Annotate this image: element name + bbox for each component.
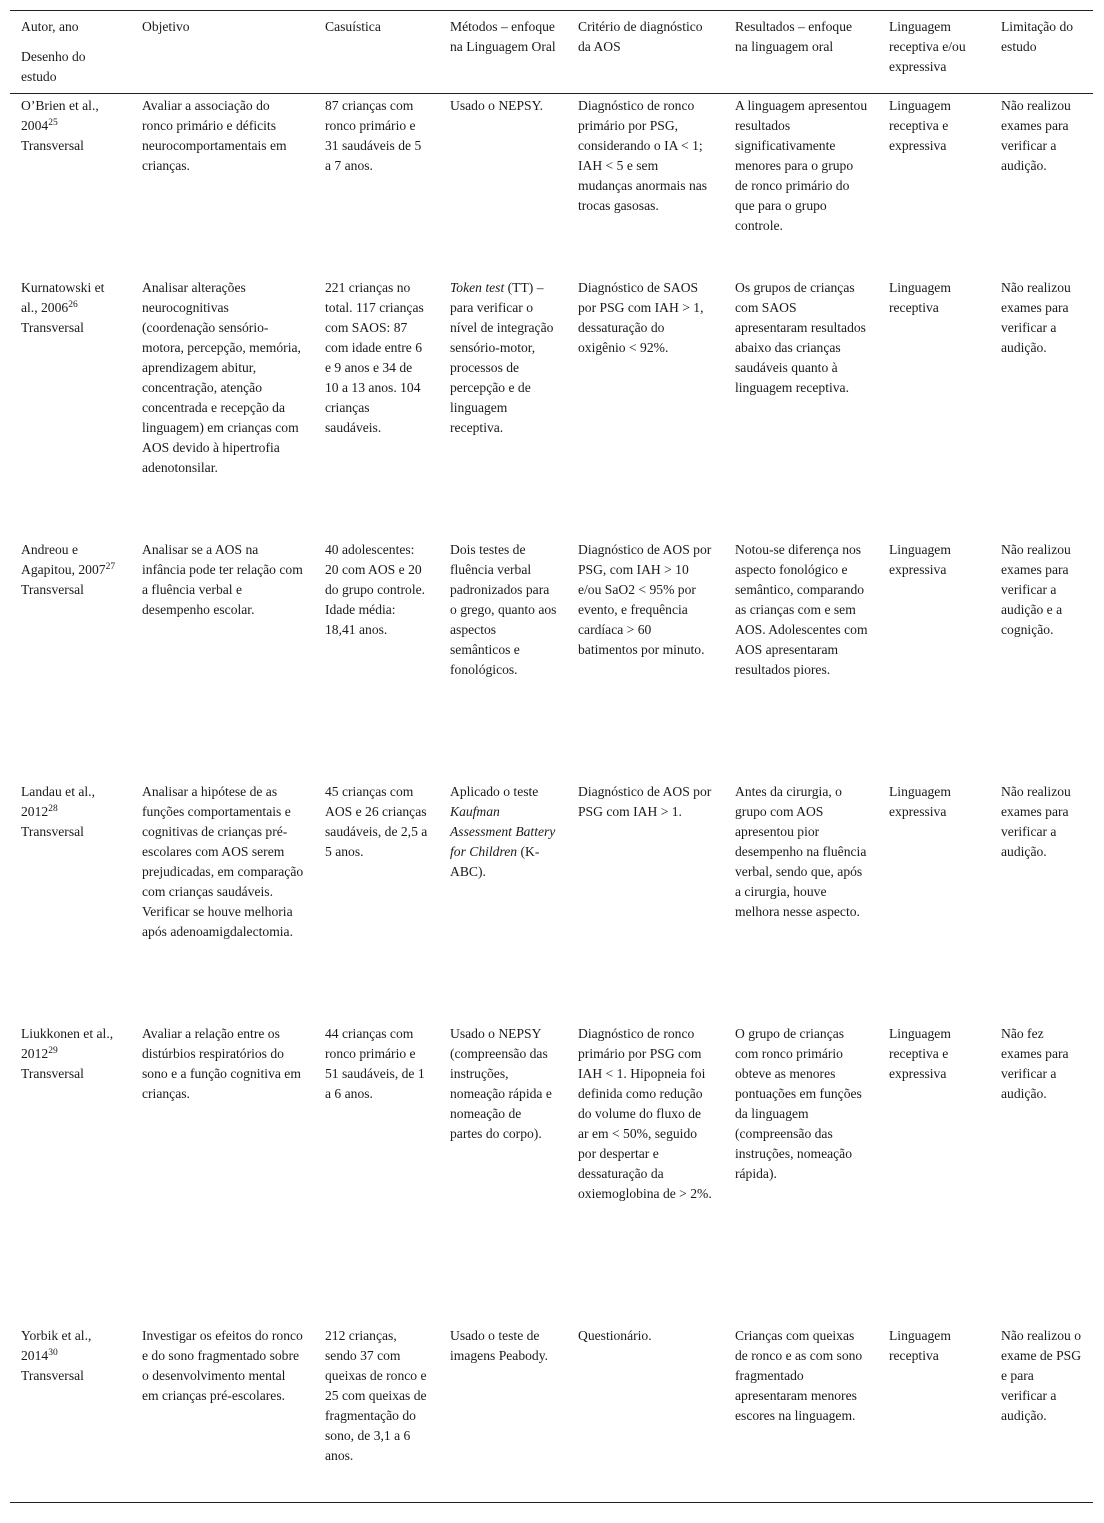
cell-language-type: Linguagem expressiva xyxy=(889,784,951,819)
cell-sample: 40 adolescentes: 20 com AOS e 20 do grupo controle. Idade média: 18,41 anos. xyxy=(325,542,426,637)
cell-objective: Analisar a hipótese de as funções comportamentais e cognitivas de crianças pré-escolares com AOS serem prejudicadas, em comparação com crianças saudáveis. Verificar se houve melhoria após adenoamigdalectomia. xyxy=(142,784,304,939)
cell-diagnostic-criteria: Diagnóstico de SAOS por PSG com IAH > 1, dessaturação do oxigênio < 92%. xyxy=(578,280,704,355)
header-objective: Objetivo xyxy=(131,11,314,94)
methods-text: Usado o teste de imagens Peabody. xyxy=(450,1328,549,1363)
cell-author xyxy=(10,1324,131,1503)
cell-results: Os grupos de crianças com SAOS apresentaram resultados abaixo das crianças saudáveis quanto à linguagem receptiva. xyxy=(735,280,866,395)
cell-objective: Avaliar a associação do ronco primário e déficits neurocomportamentais em crianças. xyxy=(142,98,287,173)
header-methods: Métodos – enfoque na Linguagem Oral xyxy=(439,11,567,94)
cell-diagnostic-criteria: Diagnóstico de ronco primário por PSG, considerando o IA < 1; IAH < 5 e sem mudanças anormais nas trocas gasosas. xyxy=(578,98,708,213)
cell-results: O grupo de crianças com ronco primário obteve as menores pontuações em funções da linguagem (compreensão das instruções, nomeação rápida). xyxy=(735,1026,862,1181)
cell-sample: 221 crianças no total. 117 crianças com SAOS: 87 com idade entre 6 e 9 anos e 34 de 10 a 13 anos. 104 crianças saudáveis. xyxy=(325,280,424,435)
cell-diagnostic-criteria: Diagnóstico de AOS por PSG, com IAH > 10 e/ou SaO2 < 95% por evento, e frequência cardíaca > 60 batimentos por minuto. xyxy=(578,542,712,657)
header-limitation: Limitação do estudo xyxy=(990,11,1093,94)
table-page xyxy=(10,10,1093,1503)
cell-results: A linguagem apresentou resultados significativamente menores para o grupo de ronco primário do que para o grupo controle. xyxy=(735,98,868,233)
cell-sample: 212 crianças, sendo 37 com queixas de ronco e 25 com queixas de fragmentação do sono, de 3,1 a 6 anos. xyxy=(325,1328,427,1463)
cell-author xyxy=(10,276,131,538)
author-name: O’Brien et al., 2004 xyxy=(21,98,99,133)
cell-methods xyxy=(439,276,567,538)
cell-limitation: Não realizou exames para verificar a audição. xyxy=(1001,98,1071,173)
cell-sample: 45 crianças com AOS e 26 crianças saudáveis, de 2,5 a 5 anos. xyxy=(325,784,428,859)
methods-text: Aplicado o teste xyxy=(450,784,539,799)
cell-limitation: Não realizou o exame de PSG e para verificar a audição. xyxy=(1001,1328,1082,1423)
reference-number: 28 xyxy=(48,804,58,814)
author-name: Landau et al., 2012 xyxy=(21,784,95,819)
cell-methods xyxy=(439,1324,567,1503)
study-design: Transversal xyxy=(21,1368,84,1383)
reference-number: 29 xyxy=(48,1046,58,1056)
methods-text-after: (TT) – para verificar o nível de integração sensório-motor, processos de percepção e de linguagem receptiva. xyxy=(450,280,554,435)
cell-objective: Analisar alterações neurocognitivas (coordenação sensório-motora, percepção, memória, aprendizagem abitur, concentração, atenção concentrada e recepção da linguagem) em crianças com AOS devido à hipertrofia adenotonsilar. xyxy=(142,280,301,475)
table-row xyxy=(10,94,1093,277)
cell-limitation: Não realizou exames para verificar a audição. xyxy=(1001,280,1071,355)
cell-objective: Investigar os efeitos do ronco e do sono fragmentado sobre o desenvolvimento mental em crianças pré-escolares. xyxy=(142,1328,303,1403)
cell-language-type: Linguagem receptiva e expressiva xyxy=(889,1026,951,1081)
cell-author xyxy=(10,94,131,277)
cell-sample: 44 crianças com ronco primário e 51 saudáveis, de 1 a 6 anos. xyxy=(325,1026,425,1101)
table-row xyxy=(10,538,1093,780)
author-name: Yorbik et al., 2014 xyxy=(21,1328,92,1363)
author-name: Kurnatowski et al., 2006 xyxy=(21,280,105,315)
cell-limitation: Não realizou exames para verificar a audição e a cognição. xyxy=(1001,542,1071,637)
table-row xyxy=(10,780,1093,1022)
methods-text: Usado o NEPSY (compreensão das instruções, nomeação rápida e nomeação de partes do corpo). xyxy=(450,1026,552,1141)
table-row xyxy=(10,1022,1093,1324)
study-design: Transversal xyxy=(21,320,84,335)
cell-methods xyxy=(439,1022,567,1324)
table-row xyxy=(10,1324,1093,1503)
methods-test-name: Kaufman Assessment Battery for Children xyxy=(450,804,556,859)
methods-text: Dois testes de fluência verbal padronizados para o grego, quanto aos aspectos semânticos e fonológicos. xyxy=(450,542,557,677)
methods-text-after: (K-ABC). xyxy=(450,844,540,879)
cell-diagnostic-criteria: Diagnóstico de AOS por PSG com IAH > 1. xyxy=(578,784,712,819)
header-diagnostic-criteria: Critério de diagnóstico da AOS xyxy=(567,11,724,94)
header-study-design-label: Desenho do estudo xyxy=(21,49,86,84)
literature-review-table xyxy=(10,10,1093,1503)
cell-limitation: Não realizou exames para verificar a audição. xyxy=(1001,784,1071,859)
header-language-type: Linguagem receptiva e/ou expressiva xyxy=(878,11,990,94)
header-sample: Casuística xyxy=(314,11,439,94)
cell-methods xyxy=(439,538,567,780)
reference-number: 26 xyxy=(68,300,78,310)
header-results: Resultados – enfoque na linguagem oral xyxy=(724,11,878,94)
header-author-year-label: Autor, ano xyxy=(21,19,79,34)
study-design: Transversal xyxy=(21,1066,84,1081)
header-author-year xyxy=(10,11,131,94)
cell-results: Antes da cirurgia, o grupo com AOS apresentou pior desempenho na fluência verbal, sendo que, após a cirurgia, houve melhora nesse aspecto. xyxy=(735,784,867,919)
cell-methods xyxy=(439,780,567,1022)
reference-number: 25 xyxy=(48,118,58,128)
cell-results: Notou-se diferença nos aspecto fonológico e semântico, comparando as crianças com e sem AOS. Adolescentes com AOS apresentaram resultados piores. xyxy=(735,542,868,677)
study-design: Transversal xyxy=(21,824,84,839)
methods-text: Usado o NEPSY. xyxy=(450,98,544,113)
cell-objective: Analisar se a AOS na infância pode ter relação com a fluência verbal e desempenho escolar. xyxy=(142,542,303,617)
author-name: Liukkonen et al., 2012 xyxy=(21,1026,114,1061)
cell-author xyxy=(10,780,131,1022)
cell-sample: 87 crianças com ronco primário e 31 saudáveis de 5 a 7 anos. xyxy=(325,98,422,173)
table-header-row xyxy=(10,11,1093,94)
cell-author xyxy=(10,538,131,780)
cell-results: Crianças com queixas de ronco e as com sono fragmentado apresentaram menores escores na linguagem. xyxy=(735,1328,863,1423)
cell-diagnostic-criteria: Diagnóstico de ronco primário por PSG com IAH < 1. Hipopneia foi definida como redução do volume do fluxo de ar em < 50%, seguido por despertar e dessaturação da oxiemoglobina de > 2%. xyxy=(578,1026,712,1201)
cell-language-type: Linguagem expressiva xyxy=(889,542,951,577)
cell-diagnostic-criteria: Questionário. xyxy=(578,1328,652,1343)
reference-number: 30 xyxy=(48,1348,58,1358)
cell-objective: Avaliar a relação entre os distúrbios respiratórios do sono e a função cognitiva em crianças. xyxy=(142,1026,301,1101)
cell-language-type: Linguagem receptiva xyxy=(889,1328,951,1363)
author-name: Andreou e Agapitou, 2007 xyxy=(21,542,106,577)
table-row xyxy=(10,276,1093,538)
cell-language-type: Linguagem receptiva xyxy=(889,280,951,315)
cell-limitation: Não fez exames para verificar a audição. xyxy=(1001,1026,1069,1101)
cell-language-type: Linguagem receptiva e expressiva xyxy=(889,98,951,153)
reference-number: 27 xyxy=(105,562,116,572)
study-design: Transversal xyxy=(21,582,84,597)
study-design: Transversal xyxy=(21,138,84,153)
cell-methods xyxy=(439,94,567,277)
cell-author xyxy=(10,1022,131,1324)
methods-test-name: Token test xyxy=(450,280,505,295)
